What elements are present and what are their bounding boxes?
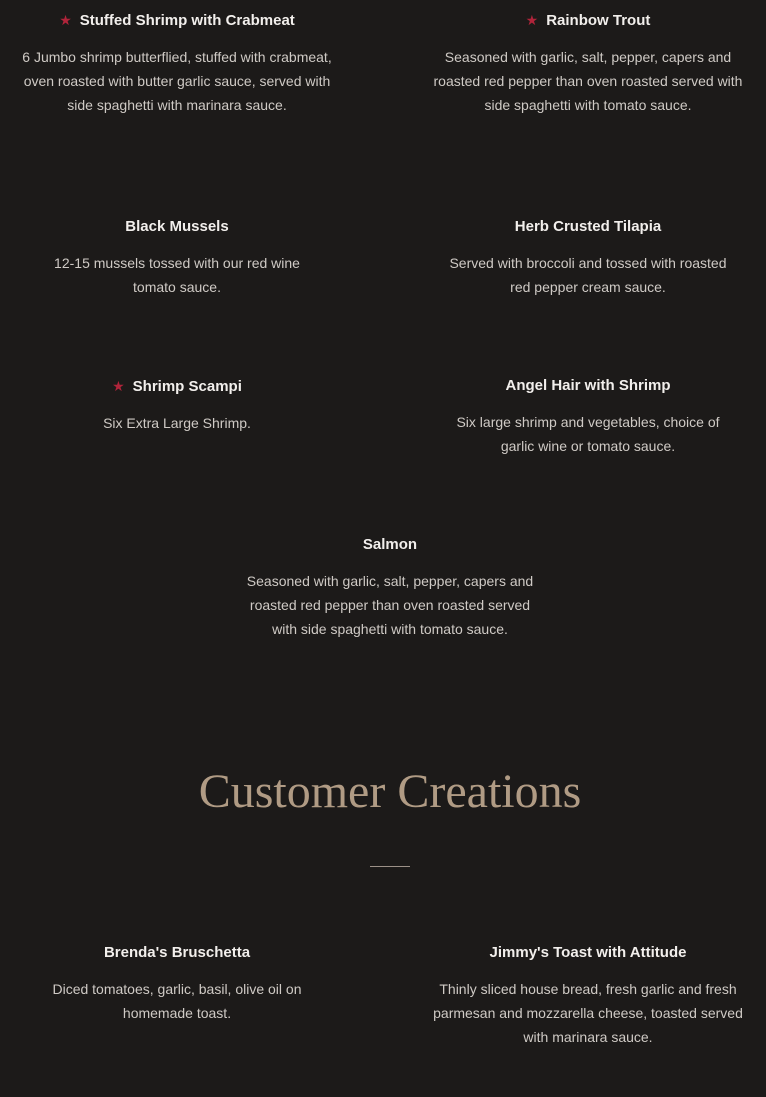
menu-item-description: Diced tomatoes, garlic, basil, olive oil on homemade toast. [52, 981, 302, 1021]
menu-item-description: Six large shrimp and vegetables, choice of garlic wine or tomato sauce. [456, 414, 720, 454]
menu-item-description: Served with broccoli and tossed with roasted red pepper cream sauce. [449, 255, 727, 295]
menu-item-description: Six Extra Large Shrimp. [103, 415, 251, 431]
menu-item-rainbow-trout [432, 10, 744, 117]
menu-item-angel-hair-shrimp [432, 376, 744, 458]
menu-item-title: ★ Shrimp Scampi [112, 378, 242, 395]
section-divider [370, 866, 410, 867]
menu-item-shrimp-scampi [20, 376, 334, 435]
menu-item-title: ★ Stuffed Shrimp with Crabmeat [59, 12, 295, 29]
menu-item-title: ★ Rainbow Trout [525, 12, 651, 29]
star-icon: ★ [525, 12, 539, 28]
menu-item-salmon [238, 535, 542, 641]
menu-item-description: Thinly sliced house bread, fresh garlic and fresh parmesan and mozzarella cheese, toasted served with marinara sauce. [433, 981, 743, 1045]
menu-item-brendas-bruschetta [20, 943, 334, 1025]
menu-item-stuffed-shrimp [20, 10, 334, 117]
section-heading-customer-creations: Customer Creations [198, 765, 582, 818]
menu-item-title: Jimmy's Toast with Attitude [489, 944, 687, 961]
menu-item-description: 12-15 mussels tossed with our red wine tomato sauce. [54, 255, 300, 295]
menu-item-description: Seasoned with garlic, salt, pepper, capers and roasted red pepper than oven roasted served with side spaghetti with tomato sauce. [433, 49, 743, 113]
menu-item-herb-crusted-tilapia [432, 217, 744, 299]
menu-item-title: Angel Hair with Shrimp [505, 377, 671, 394]
menu-item-description: Seasoned with garlic, salt, pepper, capers and roasted red pepper than oven roasted served with side spaghetti with tomato sauce. [246, 573, 534, 637]
menu-item-jimmys-toast [432, 943, 744, 1049]
menu-item-title: Salmon [362, 536, 418, 553]
menu-item-black-mussels [20, 217, 334, 299]
star-icon: ★ [112, 378, 125, 394]
menu-item-description: 6 Jumbo shrimp butterflied, stuffed with crabmeat, oven roasted with butter garlic sauce, served with side spaghetti with marinara sauce. [22, 49, 332, 113]
menu-item-title: Herb Crusted Tilapia [514, 218, 662, 235]
menu-item-title: Black Mussels [125, 218, 229, 235]
star-icon: ★ [59, 12, 72, 28]
menu-item-title: Brenda's Bruschetta [103, 944, 251, 961]
